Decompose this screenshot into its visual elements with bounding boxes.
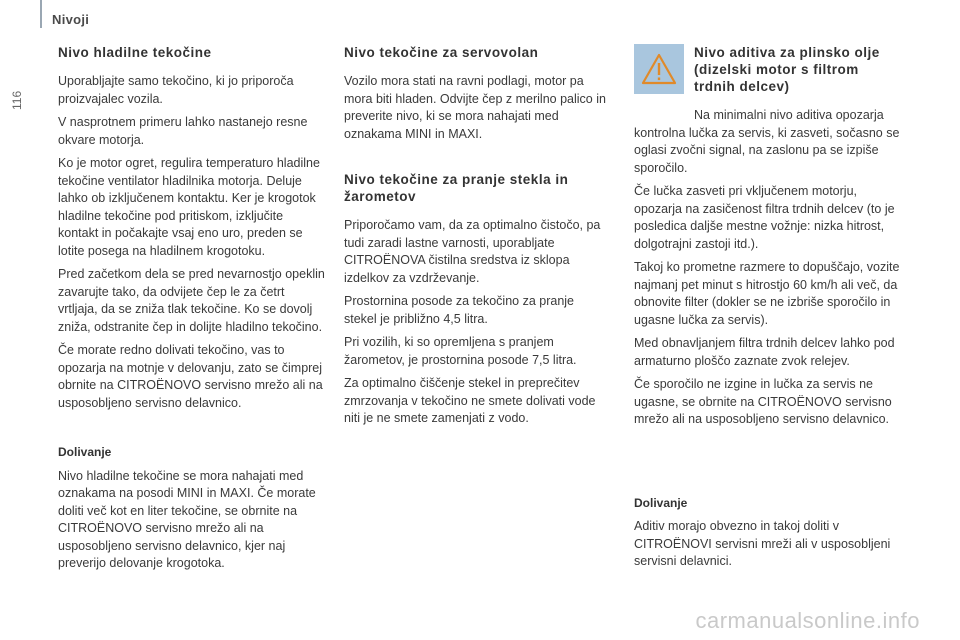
additive-refill-text: Aditiv morajo obvezno in takoj doliti v CITROËNOVI servisni mreži ali v usposobljeni servisni delavnici.: [634, 519, 891, 568]
coolant-refill-title: Dolivanje: [58, 445, 112, 459]
additive-column: [634, 44, 904, 577]
power-steering-text: Vozilo mora stati na ravni podlagi, motor pa mora biti hladen. Odvijte čep z merilno palico in preverite nivo, ki se mora nahajati med oznakama MINI in MAXI.: [344, 74, 606, 141]
coolant-column: [58, 44, 326, 579]
additive-intro: Na minimalni nivo aditiva opozarja kontrolna lučka za servis, ki zasveti, sočasno se oglasi zvočni signal, na zaslonu pa se izpiše sporočilo.: [634, 108, 900, 175]
coolant-paragraph: Uporabljajte samo tekočino, ki jo priporoča proizvajalec vozila.: [58, 74, 294, 106]
washer-paragraph: Za optimalno čiščenje stekel in preprečitev zmrzovanja v tekočino ne smete dolivati vode niti je ne smete zamenjati z vodo.: [344, 376, 596, 425]
coolant-paragraph: Pred začetkom dela se pred nevarnostjo opeklin zavarujte tako, da odvijete čep le za četrt vrtljaja, da se zniža tlak tekočine. Ko se dovolj zniža, odstranite čep in dolijte hladilno tekočino.: [58, 267, 325, 334]
page-number: 116: [10, 90, 24, 110]
power-steering-title: Nivo tekočine za servovolan: [344, 45, 539, 60]
warning-triangle-icon: [640, 52, 678, 86]
additive-title: Nivo aditiva za plinsko olje (dizelski motor s filtrom trdnih delcev): [694, 45, 880, 94]
section-header: Nivoji: [52, 12, 90, 27]
washer-paragraph: Pri vozilih, ki so opremljena s pranjem žarometov, je prostornina posode 7,5 litra.: [344, 335, 577, 367]
steering-washer-column: [344, 44, 606, 434]
page-number-wrap: [10, 80, 24, 110]
additive-paragraph: Če lučka zasveti pri vključenem motorju, opozarja na zasičenost filtra trdnih delcev (to je posledica daljše mestne vožnje: nizka hitrost, dolgotrajni zastoji itd.).: [634, 184, 895, 251]
coolant-paragraph: Če morate redno dolivati tekočino, vas to opozarja na motnje v delovanju, zato se čimprej obrnite na CITROËNOVO servisno mrežo ali na usposobljeno servisno delavnico.: [58, 343, 323, 410]
coolant-refill-text: Nivo hladilne tekočine se mora nahajati med oznakama na posodi MINI in MAXI. Če morate doliti več kot en liter tekočine, se obrnite na CITROËNOVO servisno mrežo ali na usposobljeno servisno delavnico, kjer naj preverijo delovanje krogotoka.: [58, 468, 316, 570]
washer-paragraph: Priporočamo vam, da za optimalno čistočo, pa tudi zaradi lastne varnosti, uporabljate CITROËNOVA čistilna sredstva iz sklopa izdelkov za vzdrževanje.: [344, 218, 601, 285]
washer-fluid-title: Nivo tekočine za pranje stekla in žarometov: [344, 172, 569, 204]
additive-paragraph: Med obnavljanjem filtra trdnih delcev lahko pod armaturno ploščo zaznate zvok relejev.: [634, 336, 895, 368]
additive-paragraph: Če sporočilo ne izgine in lučka za servis ne ugasne, se obrnite na CITROËNOVO servisno mrežo ali na usposobljeno servisno delavnico.: [634, 377, 892, 426]
additive-refill-title: Dolivanje: [634, 495, 688, 510]
watermark: carmanualsonline.info: [695, 608, 920, 633]
warning-icon-box: [634, 44, 684, 94]
additive-paragraph: Takoj ko prometne razmere to dopuščajo, vozite najmanj pet minut s hitrostjo 60 km/h ali več, da obnovite filter (dokler se ne izbriše sporočilo in ugasne lučka za servis).: [634, 260, 900, 327]
washer-paragraph: Prostornina posode za tekočino za pranje stekel je približno 4,5 litra.: [344, 294, 575, 326]
coolant-title: Nivo hladilne tekočine: [58, 45, 212, 60]
header-accent-bar: [40, 0, 42, 28]
coolant-paragraph: V nasprotnem primeru lahko nastanejo resne okvare motorja.: [58, 115, 308, 147]
coolant-paragraph: Ko je motor ogret, regulira temperaturo hladilne tekočine ventilator hladilnika motorja. Deluje lahko ob izključenem kontaktu. Ker je krogotok hladilne tekočine pod pritiskom, izključite kontakt in počakajte vsaj eno uro, preden se lotite posega na hladilnem krogotoku.: [58, 156, 320, 258]
